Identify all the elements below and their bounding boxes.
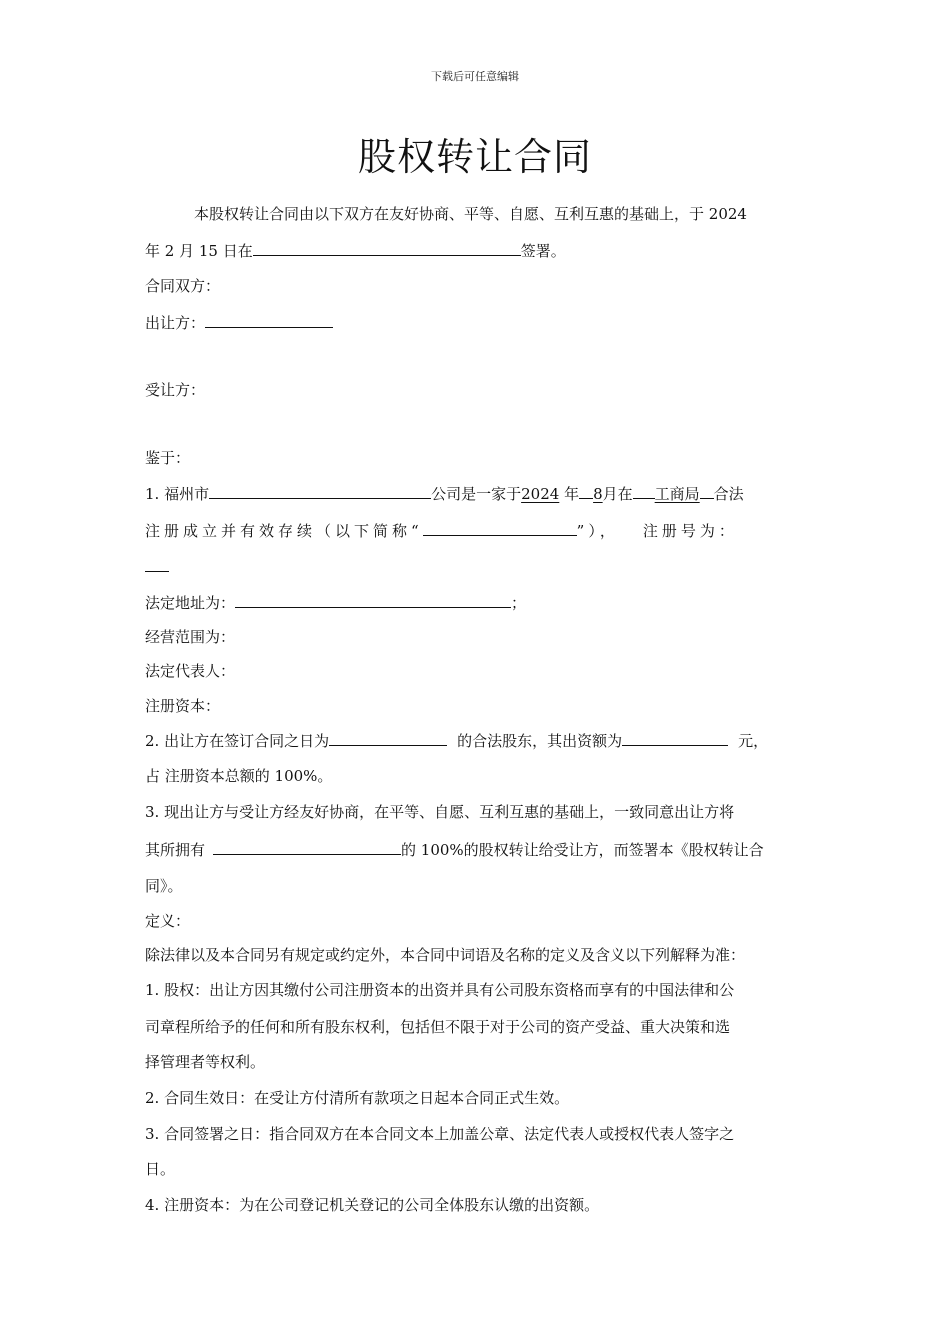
scope-label: 经营范围为：: [145, 628, 236, 646]
definition-2: 2. 合同生效日：在受让方付清所有款项之日起本合同正式生效。: [145, 1089, 570, 1107]
item1-month-unit: 月在: [602, 485, 633, 503]
agency-blank-pad: [633, 483, 655, 499]
registration-number-blank[interactable]: [145, 556, 169, 572]
definition-1-line-3: 择管理者等权利。: [145, 1053, 266, 1071]
header-note: 下载后可任意编辑: [431, 70, 519, 83]
short-name-blank[interactable]: [423, 520, 577, 536]
whereas-item-3-line-1: 3. 现出让方与受让方经友好协商，在平等、自愿、互利互惠的基础上，一致同意出让方将: [145, 803, 735, 821]
item1-line2-b: ”），: [576, 522, 619, 540]
registration-number-line: [145, 556, 169, 577]
page-title: 股权转让合同: [357, 135, 592, 179]
contribution-blank[interactable]: [622, 730, 728, 746]
item1-suffix: 合法: [713, 485, 744, 503]
signing-place-blank[interactable]: [253, 240, 521, 256]
address-blank[interactable]: [235, 592, 511, 608]
item2-c: 元，: [738, 732, 769, 750]
item1-agency: 工商局: [654, 485, 700, 503]
whereas-heading: 鉴于：: [145, 449, 191, 467]
definition-1-line-2: 司章程所给予的任何和所有股东权利，包括但不限于对于公司的资产受益、重大决策和选: [145, 1018, 731, 1036]
owned-company-blank[interactable]: [213, 839, 401, 855]
definitions-heading: 定义：: [145, 912, 191, 930]
item3-line2-a: 其所拥有: [145, 841, 206, 859]
transferee-label: 受让方：: [145, 381, 206, 399]
whereas-item-2-line-2: 占 注册资本总额的 100%。: [145, 767, 333, 785]
whereas-item-3-line-3: 同》。: [145, 877, 183, 895]
transferor-line: [145, 312, 333, 333]
item1-line2-a: 注册成立并有效存续（以下简称“: [145, 522, 423, 540]
item3-line2-b: 的 100%的股权转让给受让方，而签署本《股权转让合: [401, 841, 764, 859]
definition-1-line-1: 1. 股权：出让方因其缴付公司注册资本的出资并具有公司股东资格而享有的中国法律和公: [145, 981, 735, 999]
address-line: [145, 592, 526, 613]
whereas-item-1-line-1: [145, 483, 744, 504]
address-end: ；: [511, 594, 527, 612]
agency-blank-pad-2: [700, 483, 714, 499]
item1-month: 8: [593, 485, 603, 503]
item2-a: 2. 出让方在签订合同之日为: [145, 732, 330, 750]
item2-b: 的合法股东，其出资额为: [457, 732, 623, 750]
shareholder-date-blank[interactable]: [329, 730, 447, 746]
whereas-item-1-line-2: [145, 520, 738, 541]
item1-line2-c: 注册号为：: [642, 522, 738, 540]
parties-heading: 合同双方：: [145, 277, 221, 295]
transferor-blank[interactable]: [205, 312, 333, 328]
definition-3-line-1: 3. 合同签署之日：指合同双方在本合同文本上加盖公章、法定代表人或授权代表人签字之: [145, 1125, 735, 1143]
intro-date: 年 2 月 15 日在: [145, 242, 253, 260]
company-name-blank[interactable]: [209, 483, 431, 499]
capital-label: 注册资本：: [145, 697, 221, 715]
item1-year: 2024: [521, 485, 560, 503]
definition-3-line-2: 日。: [145, 1160, 176, 1178]
month-blank-pad: [579, 483, 593, 499]
legal-rep-label: 法定代表人：: [145, 662, 236, 680]
item1-year-unit: 年: [564, 485, 580, 503]
address-label: 法定地址为：: [145, 594, 236, 612]
item1-mid: 公司是一家于: [431, 485, 522, 503]
definition-4: 4. 注册资本：为在公司登记机关登记的公司全体股东认缴的出资额。: [145, 1196, 600, 1214]
item1-prefix: 1. 福州市: [145, 485, 210, 503]
intro-signed: 签署。: [520, 242, 566, 260]
whereas-item-2-line-1: [145, 730, 768, 751]
intro-line-1: 本股权转让合同由以下双方在友好协商、平等、自愿、互利互惠的基础上，于 2024: [194, 205, 747, 223]
transferor-label: 出让方：: [145, 314, 206, 332]
intro-line-2: [145, 240, 566, 261]
whereas-item-3-line-2: [145, 839, 764, 860]
definitions-intro: 除法律以及本合同另有规定或约定外，本合同中词语及名称的定义及含义以下列解释为准：: [145, 946, 746, 964]
